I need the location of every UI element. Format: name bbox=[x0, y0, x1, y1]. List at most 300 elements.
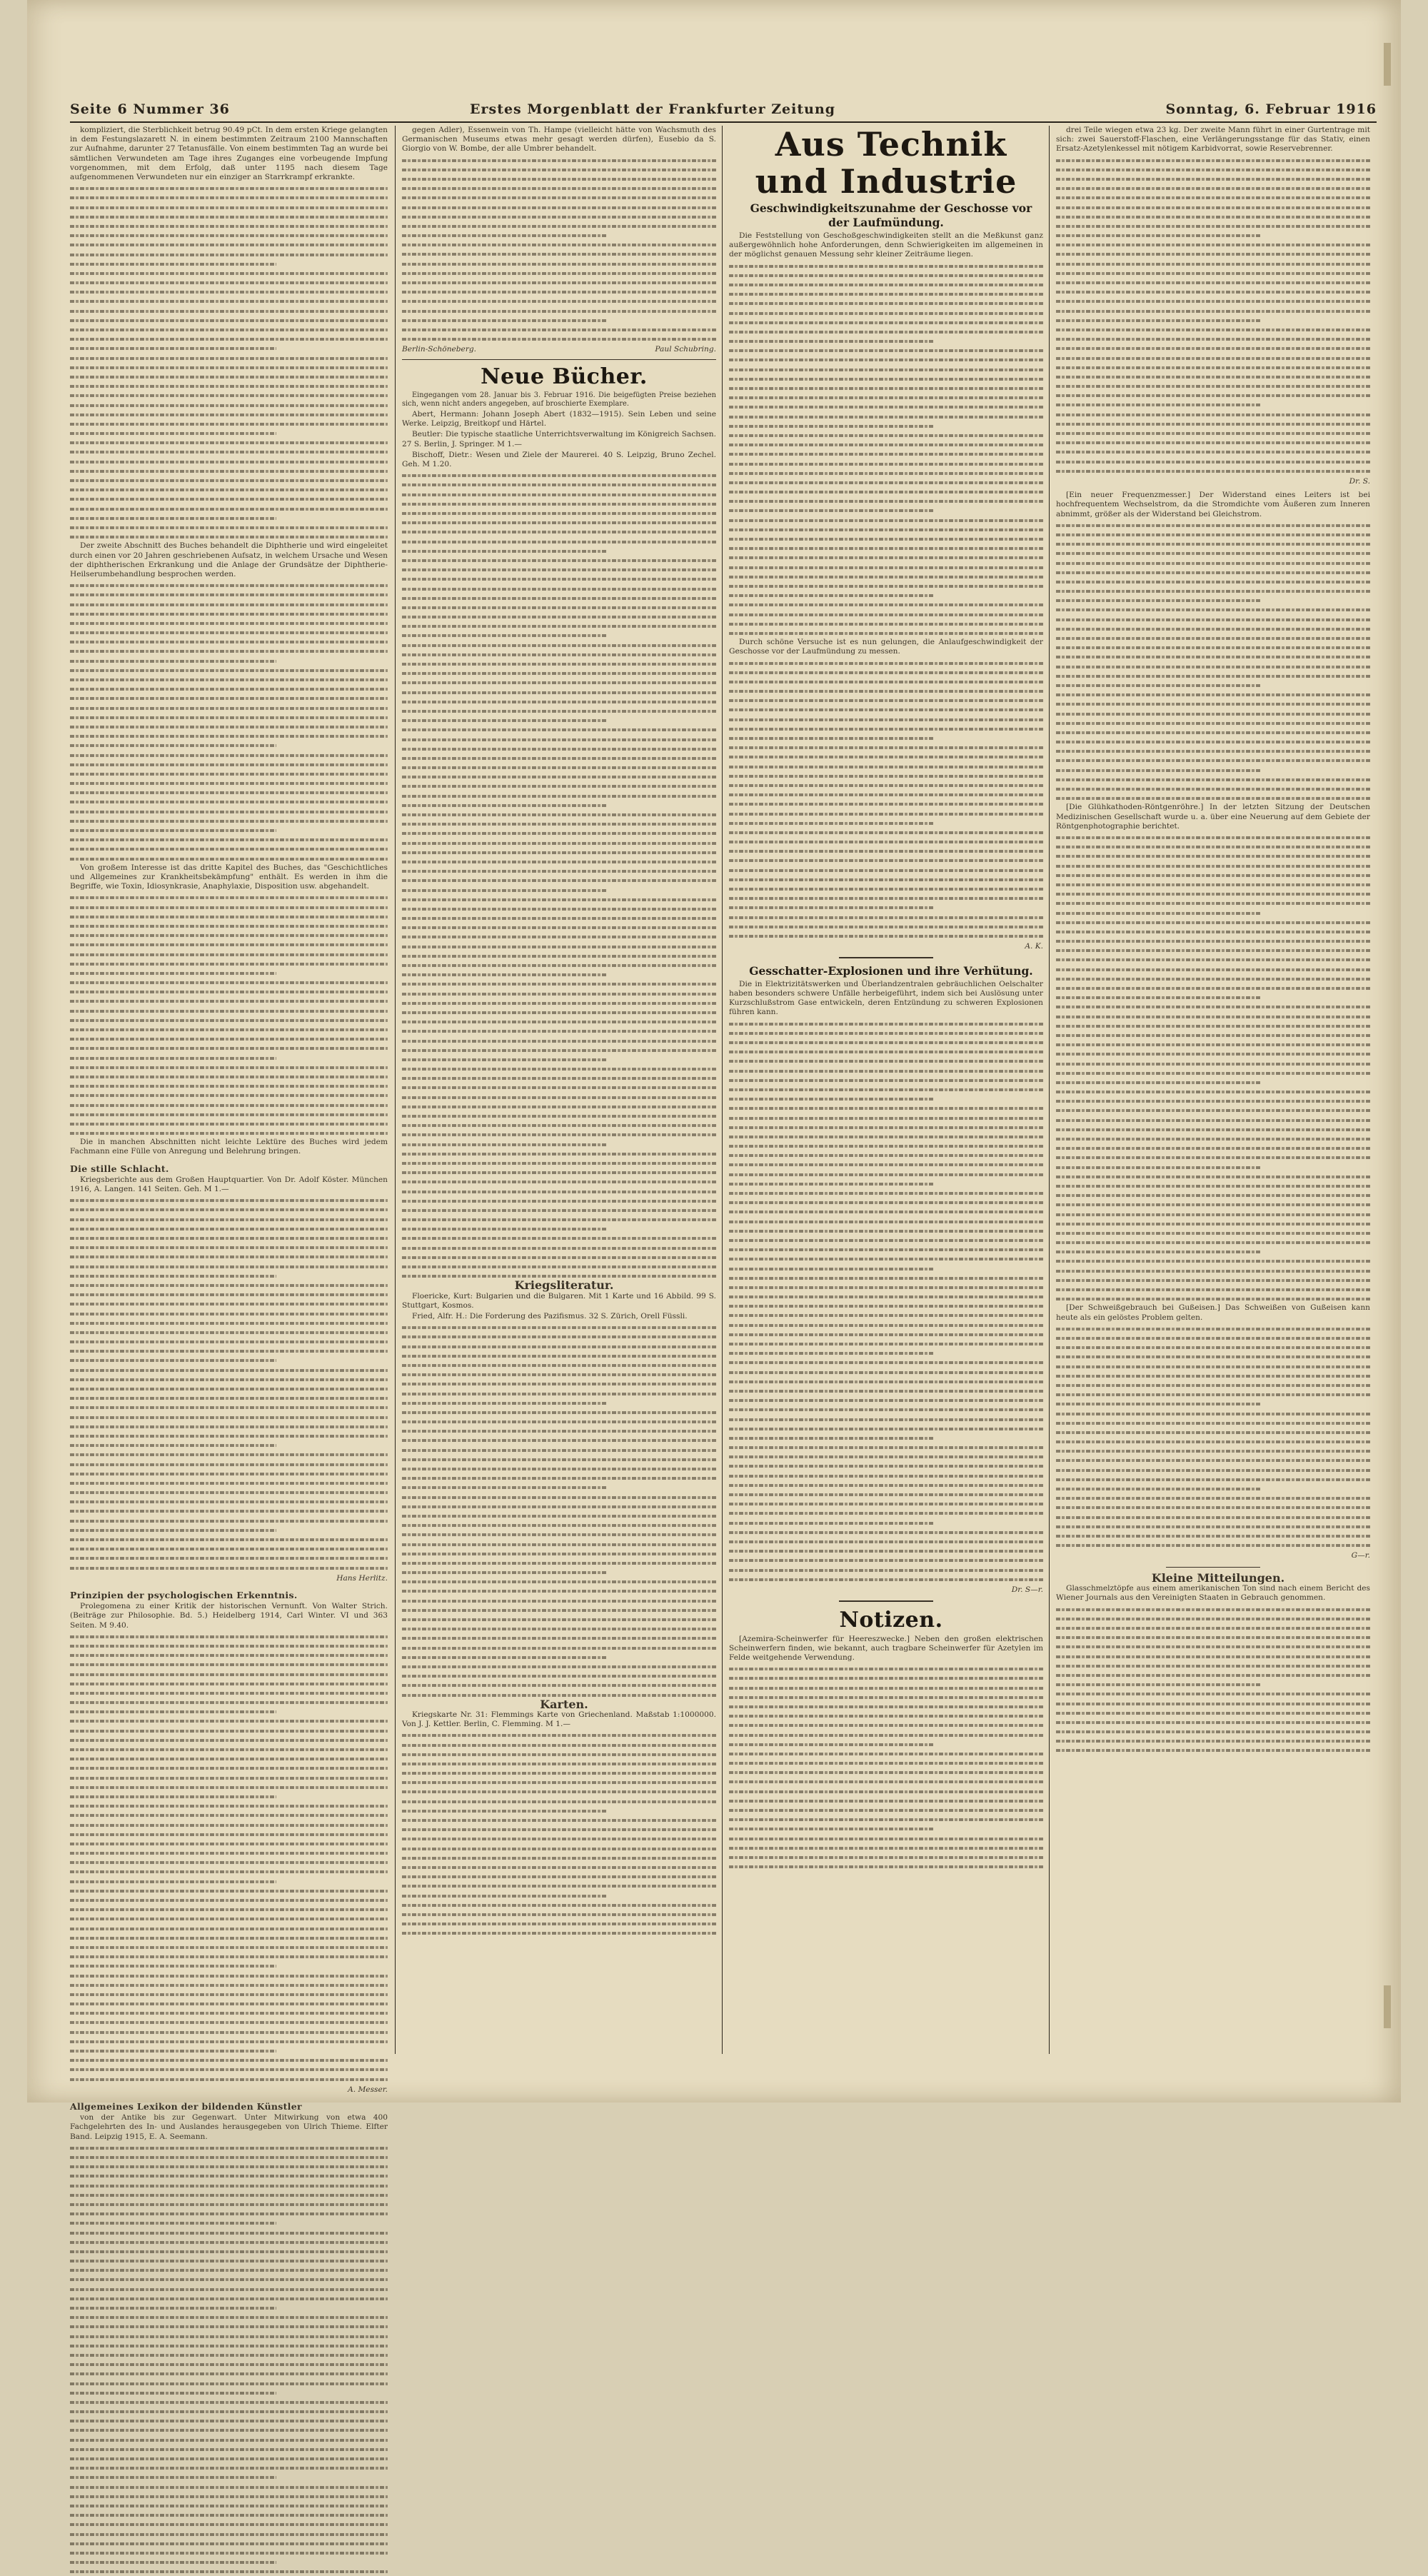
text-line bbox=[402, 725, 716, 734]
text-line bbox=[1056, 993, 1370, 1002]
column-divider bbox=[722, 126, 723, 2054]
body-text-block bbox=[70, 2143, 388, 2576]
text-line bbox=[70, 637, 388, 646]
text-line bbox=[70, 1506, 388, 1515]
text-line bbox=[729, 686, 1043, 696]
text-line bbox=[70, 1488, 388, 1497]
text-line bbox=[729, 893, 1043, 903]
text-line bbox=[70, 1801, 388, 1810]
text-line bbox=[70, 2482, 388, 2492]
text-line bbox=[70, 2190, 388, 2200]
text-line bbox=[70, 1469, 388, 1478]
body-text-block bbox=[70, 184, 388, 541]
text-line bbox=[1056, 1428, 1370, 1437]
article-paragraph: drei Teile wiegen etwa 23 kg. Der zweite Mann führt in einer Gurtentrage mit sich: zwei Sauerstoff-Flaschen, eine Verlängerungsstange für das Stativ, einen Ersatz-Azetylenkessel mit nötigem Karbidvorrat, sowie Reservebrenner. bbox=[1056, 126, 1370, 154]
text-line bbox=[402, 621, 716, 631]
text-line bbox=[70, 854, 388, 863]
text-line bbox=[402, 886, 716, 895]
text-line bbox=[402, 1928, 716, 1938]
text-line bbox=[70, 240, 388, 249]
text-line bbox=[729, 856, 1043, 865]
text-line bbox=[729, 931, 1043, 941]
text-line bbox=[70, 807, 388, 816]
note-paragraph: [Azemira-Scheinwerfer für Heereszwecke.] Neben den großen elektrischen Scheinwerfern finden, wie bekannt, auch tragbare Scheinwerfer für Azetylen im Felde weitgehende Verwendung. bbox=[729, 1634, 1043, 1663]
text-line bbox=[402, 325, 716, 334]
text-line bbox=[70, 1773, 388, 1783]
text-line bbox=[70, 646, 388, 656]
text-line bbox=[402, 678, 716, 687]
text-line bbox=[402, 1881, 716, 1890]
text-line bbox=[402, 1206, 716, 1215]
text-line bbox=[402, 1111, 716, 1121]
text-line bbox=[70, 713, 388, 722]
text-line bbox=[402, 584, 716, 593]
text-line bbox=[70, 325, 388, 334]
text-line bbox=[70, 1205, 388, 1214]
text-line bbox=[402, 1149, 716, 1158]
text-line bbox=[729, 705, 1043, 714]
text-line bbox=[70, 1839, 388, 1848]
review-bibliography: von der Antike bis zur Gegenwart. Unter Mitwirkung von etwa 400 Fachgelehrten des In- und Auslandes herausgegeben von Ulrich Thieme. Elfter Band. Leipzig 1915, E. A. Seemann. bbox=[70, 2113, 388, 2141]
text-line bbox=[1056, 833, 1370, 842]
text-line bbox=[70, 2567, 388, 2576]
text-line bbox=[729, 1170, 1043, 1179]
text-line bbox=[402, 735, 716, 744]
text-line bbox=[1056, 419, 1370, 429]
text-line bbox=[70, 1763, 388, 1773]
text-line bbox=[70, 628, 388, 637]
text-line bbox=[70, 1867, 388, 1876]
text-line bbox=[70, 429, 388, 438]
text-line bbox=[1056, 1068, 1370, 1078]
review-bibliography: Prolegomena zu einer Kritik der historischen Vernunft. Von Walter Strich. (Beiträge zur Philosophie. Bd. 5.) Heidelberg 1914, Carl Winter. VI und 363 Seiten. M 9.40. bbox=[70, 1602, 388, 1630]
text-line bbox=[402, 1730, 716, 1740]
text-line bbox=[402, 1243, 716, 1253]
section-title-technik: Aus Technik und Industrie bbox=[755, 125, 1017, 201]
text-line bbox=[402, 1398, 716, 1408]
text-line bbox=[1056, 936, 1370, 946]
text-line bbox=[70, 2407, 388, 2416]
text-line bbox=[402, 961, 716, 970]
text-line bbox=[1056, 457, 1370, 466]
text-line bbox=[70, 1877, 388, 1886]
text-line bbox=[70, 2028, 388, 2037]
text-line bbox=[402, 278, 716, 287]
text-line bbox=[402, 527, 716, 536]
text-line bbox=[70, 2228, 388, 2237]
text-line bbox=[1056, 918, 1370, 927]
text-line bbox=[70, 2018, 388, 2027]
text-line bbox=[70, 1525, 388, 1535]
text-line bbox=[402, 838, 716, 848]
text-line bbox=[1056, 1266, 1370, 1276]
text-line bbox=[402, 1919, 716, 1928]
text-line bbox=[402, 1900, 716, 1910]
text-line bbox=[729, 1358, 1043, 1367]
text-line bbox=[402, 1530, 716, 1539]
text-line bbox=[70, 306, 388, 316]
text-line bbox=[1056, 530, 1370, 539]
text-line bbox=[1056, 1181, 1370, 1191]
page-edge-tab bbox=[1384, 43, 1391, 86]
section-intro: Eingegangen vom 28. Januar bis 3. Februar 1916. Die beigefügten Preise beziehen sich, wenn nicht anders angegeben, auf broschierte Exemplare. bbox=[402, 391, 716, 409]
text-line bbox=[729, 1518, 1043, 1528]
text-line bbox=[70, 2501, 388, 2510]
text-line bbox=[70, 1346, 388, 1355]
text-line bbox=[70, 1980, 388, 1990]
text-line bbox=[70, 675, 388, 684]
text-line bbox=[402, 706, 716, 716]
text-line bbox=[1056, 1680, 1370, 1689]
text-line bbox=[70, 523, 388, 532]
text-line bbox=[729, 743, 1043, 752]
text-line bbox=[1056, 1078, 1370, 1087]
text-line bbox=[1056, 325, 1370, 334]
text-line bbox=[729, 875, 1043, 884]
text-line bbox=[729, 818, 1043, 828]
text-line bbox=[70, 684, 388, 693]
text-line bbox=[70, 769, 388, 778]
text-line bbox=[729, 553, 1043, 562]
text-line bbox=[402, 1017, 716, 1026]
section-title-neue-buecher: Neue Bücher. bbox=[481, 364, 648, 390]
text-line bbox=[70, 693, 388, 703]
text-line bbox=[729, 516, 1043, 525]
text-line bbox=[70, 2557, 388, 2567]
text-line bbox=[70, 2218, 388, 2227]
author-signature: Dr. S. bbox=[1349, 476, 1370, 486]
text-line bbox=[70, 893, 388, 902]
text-line bbox=[729, 1066, 1043, 1076]
text-line bbox=[1056, 955, 1370, 964]
text-line bbox=[70, 1650, 388, 1660]
text-line bbox=[70, 1544, 388, 1553]
text-line bbox=[402, 1253, 716, 1262]
text-line bbox=[1056, 1163, 1370, 1172]
text-line bbox=[70, 1754, 388, 1763]
text-line bbox=[729, 1720, 1043, 1730]
text-line bbox=[70, 1858, 388, 1867]
text-line bbox=[1056, 306, 1370, 316]
text-line bbox=[1056, 1409, 1370, 1418]
text-line bbox=[70, 1431, 388, 1440]
text-line bbox=[70, 2350, 388, 2360]
text-line bbox=[1056, 521, 1370, 530]
text-line bbox=[70, 1716, 388, 1725]
text-line bbox=[402, 165, 716, 174]
text-line bbox=[1056, 671, 1370, 681]
text-line bbox=[1056, 861, 1370, 871]
text-line bbox=[1056, 1002, 1370, 1011]
text-line bbox=[1056, 1143, 1370, 1153]
text-line bbox=[1056, 231, 1370, 240]
text-line bbox=[1056, 278, 1370, 287]
text-line bbox=[70, 1535, 388, 1544]
text-line bbox=[729, 280, 1043, 289]
text-line bbox=[70, 2247, 388, 2256]
newspaper-title: Erstes Morgenblatt der Frankfurter Zeitung bbox=[470, 101, 836, 117]
text-line bbox=[70, 731, 388, 741]
text-line bbox=[70, 2200, 388, 2209]
text-line bbox=[70, 2209, 388, 2218]
text-line bbox=[729, 1853, 1043, 1862]
text-line bbox=[70, 1072, 388, 1081]
text-line bbox=[402, 1797, 716, 1806]
text-line bbox=[70, 532, 388, 541]
text-line bbox=[1056, 1380, 1370, 1390]
text-line bbox=[1056, 240, 1370, 249]
text-line bbox=[729, 1076, 1043, 1085]
text-line bbox=[729, 1834, 1043, 1843]
text-line bbox=[729, 336, 1043, 346]
text-line bbox=[1056, 624, 1370, 633]
text-line bbox=[70, 2472, 388, 2482]
text-line bbox=[729, 1113, 1043, 1123]
text-line bbox=[70, 1660, 388, 1669]
text-line bbox=[729, 1245, 1043, 1254]
text-line bbox=[402, 641, 716, 650]
text-line bbox=[70, 1553, 388, 1563]
text-line bbox=[729, 1528, 1043, 1537]
text-line bbox=[70, 193, 388, 202]
text-line bbox=[729, 600, 1043, 609]
text-line bbox=[402, 574, 716, 583]
text-line bbox=[1056, 728, 1370, 737]
text-line bbox=[402, 1643, 716, 1653]
book-list-block bbox=[402, 1730, 716, 1938]
text-line bbox=[402, 1577, 716, 1586]
text-line bbox=[70, 381, 388, 391]
text-line bbox=[1056, 880, 1370, 889]
text-line bbox=[70, 2322, 388, 2331]
text-line bbox=[70, 1091, 388, 1100]
note-paragraph: Glasschmelztöpfe aus einem amerikanischen Ton sind nach einem Bericht des Wiener Journals aus den Vereinigten Staaten in Gebrauch genommen. bbox=[1056, 1584, 1370, 1603]
text-line bbox=[70, 656, 388, 666]
text-line bbox=[70, 741, 388, 750]
text-line bbox=[402, 1102, 716, 1111]
text-line bbox=[1056, 391, 1370, 400]
text-line bbox=[729, 1198, 1043, 1207]
text-line bbox=[70, 1281, 388, 1290]
text-line bbox=[402, 1233, 716, 1243]
text-line bbox=[402, 1121, 716, 1130]
text-line bbox=[402, 876, 716, 885]
body-text-block bbox=[1056, 156, 1370, 476]
text-line bbox=[70, 2075, 388, 2084]
text-line bbox=[1056, 1324, 1370, 1333]
text-line bbox=[729, 525, 1043, 534]
text-line bbox=[729, 1740, 1043, 1749]
text-line bbox=[1056, 1362, 1370, 1371]
text-line bbox=[402, 1806, 716, 1815]
text-line bbox=[1056, 1475, 1370, 1484]
text-line bbox=[729, 828, 1043, 837]
text-line bbox=[402, 1215, 716, 1224]
body-text-block bbox=[70, 1196, 388, 1573]
text-line bbox=[70, 2037, 388, 2046]
text-line bbox=[1056, 586, 1370, 596]
book-list-block bbox=[402, 471, 716, 1281]
text-line bbox=[402, 970, 716, 979]
text-line bbox=[70, 2360, 388, 2369]
text-line bbox=[70, 2256, 388, 2265]
text-line bbox=[729, 1301, 1043, 1310]
text-line bbox=[729, 752, 1043, 761]
text-line bbox=[1056, 737, 1370, 746]
text-line bbox=[402, 989, 716, 998]
text-line bbox=[729, 1123, 1043, 1132]
text-line bbox=[70, 1895, 388, 1905]
text-line bbox=[70, 2285, 388, 2294]
text-line bbox=[402, 1262, 716, 1271]
text-line bbox=[70, 1933, 388, 1943]
text-line bbox=[1056, 1699, 1370, 1708]
body-text-block bbox=[70, 893, 388, 1138]
text-line bbox=[1056, 548, 1370, 558]
text-line bbox=[1056, 946, 1370, 955]
text-line bbox=[70, 485, 388, 494]
text-line bbox=[70, 363, 388, 372]
text-line bbox=[1056, 793, 1370, 803]
author-signature: Hans Herlitz. bbox=[336, 1573, 388, 1583]
column-4 bbox=[1056, 126, 1370, 2054]
text-line bbox=[729, 658, 1043, 668]
text-line bbox=[1056, 1605, 1370, 1614]
text-line bbox=[402, 1130, 716, 1139]
text-line bbox=[70, 1698, 388, 1707]
text-line bbox=[402, 1558, 716, 1568]
article-paragraph: Von großem Interesse ist das dritte Kapitel des Buches, das "Geschichtliches und Allgemeines zur Krankheitsbekämpfung" enthält. Es werden in ihm die Begriffe, wie Toxin, Idiosynkrasie, Anaphylaxie, Disposition usw. abgehandelt. bbox=[70, 863, 388, 891]
text-line bbox=[70, 1128, 388, 1138]
text-line bbox=[1056, 344, 1370, 353]
text-line bbox=[402, 1511, 716, 1520]
text-line bbox=[70, 2055, 388, 2065]
text-line bbox=[1056, 193, 1370, 202]
text-line bbox=[1056, 316, 1370, 325]
text-line bbox=[729, 299, 1043, 308]
text-line bbox=[70, 912, 388, 921]
text-line bbox=[729, 1132, 1043, 1141]
text-line bbox=[402, 1605, 716, 1615]
text-line bbox=[70, 2162, 388, 2171]
text-line bbox=[729, 1471, 1043, 1480]
text-line bbox=[402, 1360, 716, 1370]
text-line bbox=[402, 1586, 716, 1595]
text-line bbox=[70, 1990, 388, 1999]
text-line bbox=[1056, 1134, 1370, 1143]
review-heading: Allgemeines Lexikon der bildenden Künstler bbox=[70, 2101, 302, 2112]
text-line bbox=[70, 2520, 388, 2529]
text-line bbox=[1056, 1736, 1370, 1745]
text-line bbox=[729, 1443, 1043, 1452]
text-line bbox=[1056, 681, 1370, 690]
text-line bbox=[402, 942, 716, 951]
text-line bbox=[1056, 974, 1370, 983]
text-line bbox=[729, 771, 1043, 781]
text-line bbox=[70, 1999, 388, 2008]
text-line bbox=[402, 631, 716, 640]
text-line bbox=[1056, 354, 1370, 363]
text-line bbox=[729, 346, 1043, 355]
text-line bbox=[1056, 269, 1370, 278]
text-line bbox=[70, 1679, 388, 1688]
text-line bbox=[402, 556, 716, 565]
text-line bbox=[729, 1179, 1043, 1188]
text-line bbox=[70, 2265, 388, 2275]
text-line bbox=[1056, 898, 1370, 908]
text-line bbox=[402, 287, 716, 296]
text-line bbox=[402, 518, 716, 527]
text-line bbox=[70, 703, 388, 713]
text-line bbox=[402, 471, 716, 480]
text-line bbox=[402, 1596, 716, 1605]
text-line bbox=[402, 1680, 716, 1690]
text-line bbox=[70, 1215, 388, 1224]
text-line bbox=[1056, 662, 1370, 671]
text-line bbox=[402, 1493, 716, 1502]
text-line bbox=[1056, 466, 1370, 476]
text-line bbox=[402, 650, 716, 659]
text-line bbox=[1056, 1219, 1370, 1228]
text-line bbox=[402, 565, 716, 574]
text-line bbox=[1056, 699, 1370, 708]
text-line bbox=[1056, 1153, 1370, 1162]
text-line bbox=[1056, 1352, 1370, 1361]
text-line bbox=[1056, 784, 1370, 793]
article-divider bbox=[1166, 1567, 1260, 1568]
text-line bbox=[729, 1038, 1043, 1047]
text-line bbox=[70, 1632, 388, 1641]
text-line bbox=[1056, 1614, 1370, 1623]
text-line bbox=[729, 1207, 1043, 1216]
text-line bbox=[70, 259, 388, 269]
text-line bbox=[70, 1516, 388, 1525]
text-line bbox=[402, 1520, 716, 1530]
text-line bbox=[1056, 1531, 1370, 1540]
text-line bbox=[729, 563, 1043, 572]
text-line bbox=[402, 480, 716, 489]
text-line bbox=[402, 1332, 716, 1341]
text-line bbox=[70, 1290, 388, 1299]
text-line bbox=[729, 1330, 1043, 1339]
text-line bbox=[402, 1750, 716, 1759]
article-paragraph: Die Feststellung von Geschoßgeschwindigkeiten stellt an die Meßkunst ganz außergewöhnlich hohe Anforderungen, denn Schwierigkeiten im allgemeinen in der möglichst genauen Messung sehr kleiner Zeiträume liegen. bbox=[729, 231, 1043, 259]
text-line bbox=[729, 781, 1043, 790]
text-line bbox=[402, 688, 716, 697]
text-line bbox=[1056, 927, 1370, 936]
text-line bbox=[402, 744, 716, 753]
text-line bbox=[729, 913, 1043, 922]
text-line bbox=[70, 269, 388, 278]
text-line bbox=[1056, 1238, 1370, 1247]
text-line bbox=[402, 1863, 716, 1872]
text-line bbox=[1056, 1021, 1370, 1031]
text-line bbox=[1056, 381, 1370, 391]
text-line bbox=[1056, 1718, 1370, 1727]
text-line bbox=[70, 931, 388, 940]
text-line bbox=[1056, 756, 1370, 765]
text-line bbox=[1056, 156, 1370, 165]
text-line bbox=[729, 628, 1043, 638]
text-line bbox=[1056, 259, 1370, 269]
text-line bbox=[402, 659, 716, 668]
text-line bbox=[729, 506, 1043, 515]
text-line bbox=[729, 1730, 1043, 1740]
text-line bbox=[70, 1924, 388, 1933]
text-line bbox=[70, 2492, 388, 2501]
text-line bbox=[70, 513, 388, 523]
article-headline: Geschwindigkeitszunahme der Geschosse vor der Laufmündung. bbox=[750, 201, 1032, 229]
